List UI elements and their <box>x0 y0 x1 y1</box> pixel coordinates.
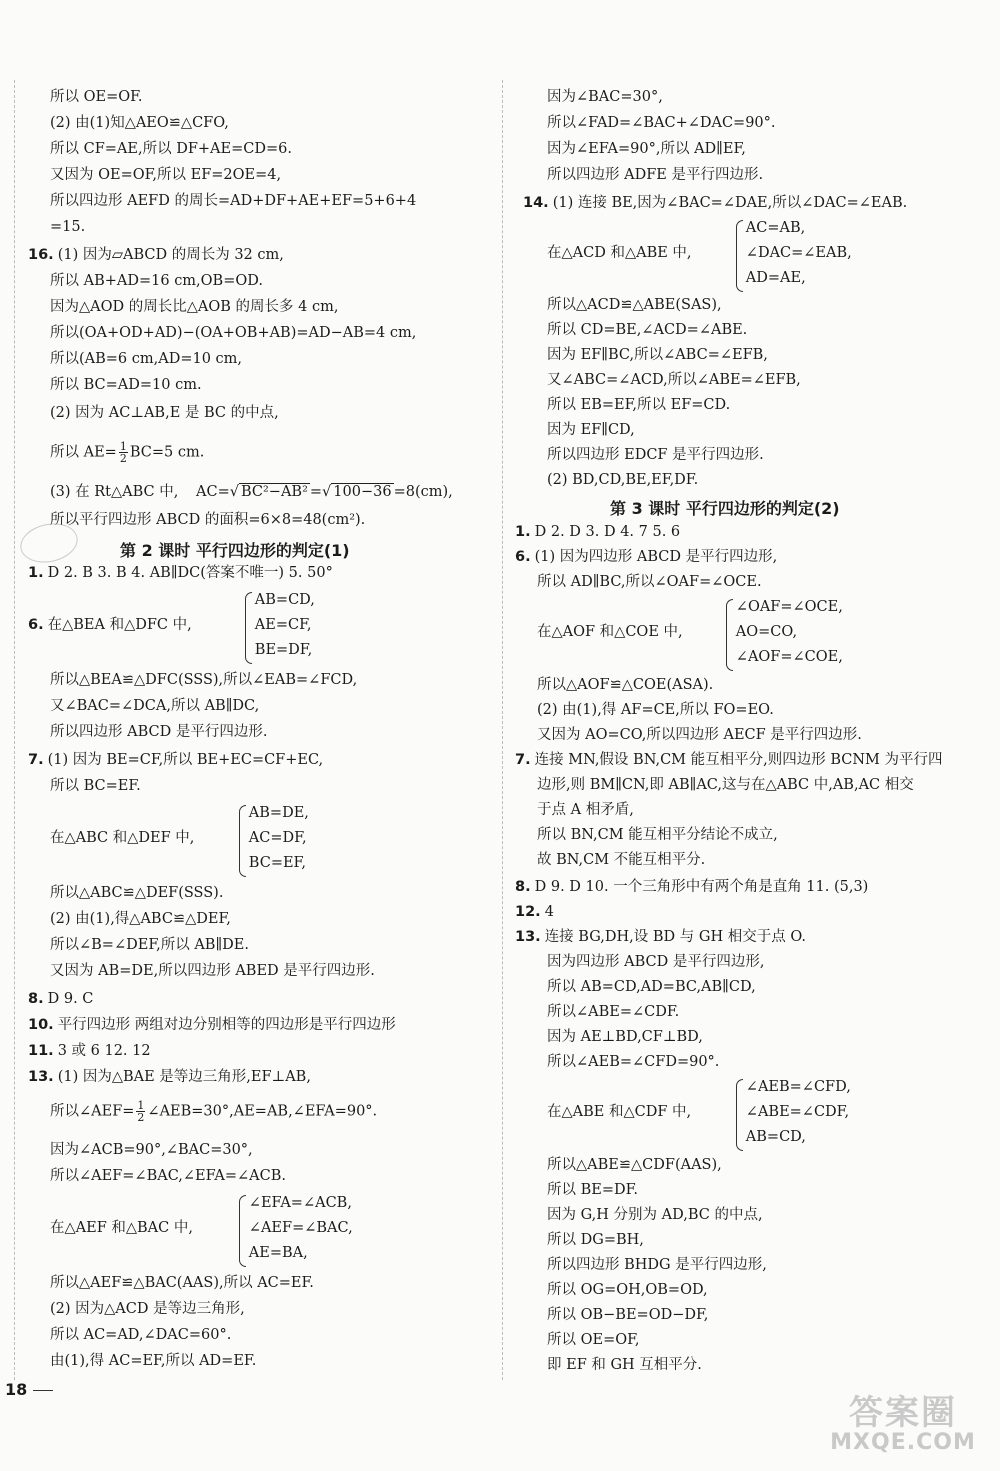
brace-condition: AC=AB, <box>745 220 806 236</box>
system-brace <box>239 1195 246 1267</box>
system-brace <box>736 220 743 292</box>
answer-line <box>28 563 333 583</box>
answer-text: 又因为 AO=CO,所以四边形 AECF 是平行四边形. <box>537 727 862 743</box>
answer-line <box>50 271 263 291</box>
watermark-url: MXQE.COM <box>830 1430 976 1455</box>
answer-text: 所以 CD=BE,∠ACD=∠ABE. <box>547 322 748 338</box>
question-number: 11. <box>28 1043 54 1059</box>
brace-condition: ∠DAC=∠EAB, <box>745 245 852 261</box>
answer-line <box>537 725 862 745</box>
answer-text: (2) BD,CD,BE,EF,DF. <box>547 472 699 488</box>
brace-label-text: 在△BEA 和△DFC 中, <box>47 617 192 633</box>
answer-text: 所以△ABE≌△CDF(AAS), <box>547 1157 722 1173</box>
answer-text: 所以∠FAD=∠BAC+∠DAC=90°. <box>547 115 776 131</box>
answer-text: 所以 BC=AD=10 cm. <box>50 377 202 393</box>
brace-condition: AE=CF, <box>254 617 312 633</box>
question-number: 13. <box>515 929 541 945</box>
answer-text: 所以 AC=AD,∠DAC=60°. <box>50 1327 232 1343</box>
section-heading-left: 第 2 课时 平行四边形的判定(1) <box>120 541 350 560</box>
answer-line <box>515 877 868 897</box>
answer-line <box>50 883 223 903</box>
answer-text: 平行四边形 两组对边分别相等的四边形是平行四边形 <box>57 1017 396 1033</box>
answer-line <box>547 1002 679 1022</box>
answer-line <box>547 1155 722 1175</box>
system-brace <box>736 1079 743 1151</box>
answer-text: 又∠ABC=∠ACD,所以∠ABE=∠EFB, <box>547 372 801 388</box>
brace-condition: ∠ABE=∠CDF, <box>745 1104 850 1120</box>
answer-text: 所以 BE=DF. <box>547 1182 639 1198</box>
answer-text: 所以 DG=BH, <box>547 1232 644 1248</box>
answer-text: 所以 OB−BE=OD−DF, <box>547 1307 709 1323</box>
answer-line <box>50 1273 314 1293</box>
answer-text: 所以 EB=EF,所以 EF=CD. <box>547 397 731 413</box>
answer-text: (3) 在 Rt△ABC 中, <box>50 484 179 500</box>
answer-line <box>50 776 141 796</box>
answer-line <box>28 1067 311 1087</box>
answer-text: D 9. D 10. 一个三角形中有两个角是直角 11. (5,3) <box>534 879 869 895</box>
system-brace <box>239 805 246 877</box>
answer-line <box>547 370 801 390</box>
answer-text: 所以四边形 AEFD 的周长=AD+DF+AE+EF=5+6+4 <box>50 193 417 209</box>
answer-text: (1) 因为△BAE 是等边三角形,EF⊥AB, <box>57 1069 311 1085</box>
answer-line <box>547 139 746 159</box>
answer-text: 因为 G,H 分别为 AD,BC 的中点, <box>547 1207 763 1223</box>
answer-text: 因为∠ACB=90°,∠BAC=30°, <box>50 1142 253 1158</box>
answer-line <box>547 345 768 365</box>
answer-text: 所以 OE=OF. <box>50 89 143 105</box>
question-number: 7. <box>515 752 531 768</box>
answer-text: 又因为 OE=OF,所以 EF=2OE=4, <box>50 167 282 183</box>
answer-text: 边形,则 BM∥CN,即 AB∥AC,这与在△ABC 中,AB,AC 相交 <box>537 777 914 793</box>
answer-text: 所以△ABC≌△DEF(SSS). <box>50 885 224 901</box>
system-brace <box>245 592 252 664</box>
left-margin-guide <box>14 80 15 1380</box>
question-number: 14. <box>523 195 549 211</box>
answer-line <box>28 245 284 265</box>
answer-text: 所以 BC=EF. <box>50 778 141 794</box>
answer-line <box>547 113 776 133</box>
brace-condition: ∠AEF=∠BAC, <box>248 1220 353 1236</box>
answer-line <box>515 902 554 922</box>
brace-label <box>547 243 692 263</box>
answer-text: 所以四边形 EDCF 是平行四边形. <box>547 447 764 463</box>
brace-condition: AC=DF, <box>248 830 307 846</box>
brace-label-text: 在△AOF 和△COE 中, <box>537 624 683 640</box>
answer-text: 连接 MN,假设 BN,CM 能互相平分,则四边形 BCNM 为平行四 <box>534 752 943 768</box>
answer-line <box>50 191 416 211</box>
answer-text: 所以 CF=AE,所以 DF+AE=CD=6. <box>50 141 292 157</box>
brace-condition: AO=CO, <box>735 624 798 640</box>
answer-text: 4 <box>544 904 554 920</box>
brace-label <box>537 622 683 642</box>
answer-line <box>547 165 763 185</box>
answer-text: 又∠BAC=∠DCA,所以 AB∥DC, <box>50 698 260 714</box>
watermark-text: 答案圈 <box>849 1393 957 1433</box>
answer-line <box>515 522 680 542</box>
answer-text: =15. <box>50 219 86 235</box>
answer-text: 所以△AOF≌△COE(ASA). <box>537 677 714 693</box>
answer-line <box>547 1330 640 1350</box>
answer-text: 所以(AB=6 cm,AD=10 cm, <box>50 351 243 367</box>
brace-condition: ∠AEB=∠CFD, <box>745 1079 851 1095</box>
answer-line <box>50 165 281 185</box>
answer-text: (2) 因为 AC⊥AB,E 是 BC 的中点, <box>50 405 279 421</box>
answer-line <box>50 1351 256 1371</box>
answer-text: (1) 因为▱ABCD 的周长为 32 cm, <box>57 247 284 263</box>
answer-line <box>547 1305 708 1325</box>
answer-text: 所以△AEF≌△BAC(AAS),所以 AC=EF. <box>50 1275 314 1291</box>
answer-text: (1) 因为 BE=CF,所以 BE+EC=CF+EC, <box>47 752 324 768</box>
answer-line <box>50 510 365 530</box>
answer-line <box>50 935 249 955</box>
q16-3-formula: AC=√ BC²−AB² =√ 100−36 =8(cm), <box>196 484 453 500</box>
answer-text: 又因为 AB=DE,所以四边形 ABED 是平行四边形. <box>50 963 375 979</box>
answer-line <box>537 700 774 720</box>
brace-label <box>50 828 194 848</box>
answer-line <box>547 1255 767 1275</box>
brace-condition: AB=CD, <box>745 1129 806 1145</box>
answer-text: 因为 EF∥CD, <box>547 422 635 438</box>
column-divider <box>502 80 503 1380</box>
q16-2-answer: 所以 AE= $\frac{1}{2}$ BC=5 cm. <box>50 440 205 465</box>
answer-text: 因为∠BAC=30°, <box>547 89 663 105</box>
brace-condition: AB=DE, <box>248 805 309 821</box>
brace-condition: AB=CD, <box>254 592 315 608</box>
answer-text: (1) 因为四边形 ABCD 是平行四边形, <box>534 549 778 565</box>
answer-text: D 9. C <box>47 991 94 1007</box>
answer-text: 所以四边形 ABCD 是平行四边形. <box>50 724 268 740</box>
brace-label <box>547 1102 691 1122</box>
answer-line <box>50 482 178 502</box>
answer-text: 故 BN,CM 不能互相平分. <box>537 852 706 868</box>
answer-line <box>547 87 663 107</box>
answer-text: 所以平行四边形 ABCD 的面积=6×8=48(cm²). <box>50 512 366 528</box>
answer-text: 所以 AD∥BC,所以∠OAF=∠OCE. <box>537 574 762 590</box>
answer-line <box>50 139 292 159</box>
answer-line <box>515 927 806 947</box>
answer-line <box>547 295 722 315</box>
answer-line <box>547 470 698 490</box>
answer-text: 由(1),得 AC=EF,所以 AD=EF. <box>50 1353 257 1369</box>
brace-condition: BE=DF, <box>254 642 313 658</box>
answer-line <box>50 1325 231 1345</box>
answer-line <box>547 1230 644 1250</box>
answer-text: (2) 由(1),得 AF=CE,所以 FO=EO. <box>537 702 774 718</box>
brace-condition: BC=EF, <box>248 855 306 871</box>
answer-text: (2) 因为△ACD 是等边三角形, <box>50 1301 245 1317</box>
question-number: 13. <box>28 1069 54 1085</box>
answer-line <box>547 1027 703 1047</box>
answer-line <box>547 445 764 465</box>
answer-line <box>50 349 242 369</box>
question-number: 6. <box>515 549 531 565</box>
answer-text: 所以四边形 ADFE 是平行四边形. <box>547 167 764 183</box>
answer-line <box>50 909 231 929</box>
answer-line <box>547 320 747 340</box>
answer-line <box>50 722 267 742</box>
answer-line <box>28 750 323 770</box>
brace-condition: ∠AOF=∠COE, <box>735 649 843 665</box>
answer-text: 于点 A 相矛盾, <box>537 802 634 818</box>
answer-text: D 2. D 3. D 4. 7 5. 6 <box>534 524 681 540</box>
answer-line <box>50 961 375 981</box>
answer-line <box>28 1015 396 1035</box>
answer-text: 所以△ACD≌△ABE(SAS), <box>547 297 722 313</box>
answer-line <box>50 1299 245 1319</box>
answer-text: (2) 由(1),得△ABC≌△DEF, <box>50 911 231 927</box>
answer-line <box>537 572 762 592</box>
answer-line <box>547 420 635 440</box>
question-number: 1. <box>515 524 531 540</box>
answer-line <box>50 1140 253 1160</box>
question-number: 16. <box>28 247 54 263</box>
answer-line <box>547 1355 702 1375</box>
answer-line <box>50 87 143 107</box>
answer-line <box>537 825 778 845</box>
brace-label-text: 在△ACD 和△ABE 中, <box>547 245 692 261</box>
answer-text: 所以∠AEB=∠CFD=90°. <box>547 1054 720 1070</box>
brace-label <box>28 615 192 635</box>
answer-text: 所以 OE=OF, <box>547 1332 640 1348</box>
answer-line <box>547 1180 638 1200</box>
answer-line <box>50 1166 286 1186</box>
answer-text: 所以 OG=OH,OB=OD, <box>547 1282 708 1298</box>
answer-line <box>547 1205 763 1225</box>
answer-text: 所以△BEA≌△DFC(SSS),所以∠EAB=∠FCD, <box>50 672 358 688</box>
answer-line <box>547 952 764 972</box>
q13-1-answer: 所以∠AEF= $\frac{1}{2}$ ∠AEB=30°,AE=AB,∠EFA=90°. <box>50 1099 378 1124</box>
answer-text: 所以∠B=∠DEF,所以 AB∥DE. <box>50 937 249 953</box>
answer-text: 所以 AB+AD=16 cm,OB=OD. <box>50 273 263 289</box>
answer-text: 因为△AOD 的周长比△AOB 的周长多 4 cm, <box>50 299 339 315</box>
brace-label <box>50 1218 193 1238</box>
question-number: 8. <box>28 991 44 1007</box>
answer-line <box>537 675 713 695</box>
answer-line <box>547 977 756 997</box>
answer-line <box>50 113 229 133</box>
answer-line <box>547 1052 719 1072</box>
answer-text: (1) 连接 BE,因为∠BAC=∠DAE,所以∠DAC=∠EAB. <box>552 195 908 211</box>
answer-line <box>537 800 634 820</box>
brace-condition: AD=AE, <box>745 270 806 286</box>
answer-text: 因为∠EFA=90°,所以 AD∥EF, <box>547 141 746 157</box>
answer-text: 所以 AB=CD,AD=BC,AB∥CD, <box>547 979 756 995</box>
answer-line <box>50 403 279 423</box>
answer-line <box>515 750 943 770</box>
answer-text: 因为 EF∥BC,所以∠ABC=∠EFB, <box>547 347 768 363</box>
answer-text: 连接 BG,DH,设 BD 与 GH 相交于点 O. <box>544 929 806 945</box>
system-brace <box>726 599 733 671</box>
section-heading-right: 第 3 课时 平行四边形的判定(2) <box>610 499 840 518</box>
answer-line <box>50 696 259 716</box>
question-number: 7. <box>28 752 44 768</box>
answer-line <box>50 375 202 395</box>
answer-line <box>547 1280 708 1300</box>
answer-text: 所以(OA+OD+AD)−(OA+OB+AB)=AD−AB=4 cm, <box>50 325 417 341</box>
watermark <box>808 1385 998 1455</box>
answer-text: (2) 由(1)知△AEO≌△CFO, <box>50 115 229 131</box>
brace-condition: AE=BA, <box>248 1245 308 1261</box>
answer-text: 因为 AE⊥BD,CF⊥BD, <box>547 1029 703 1045</box>
brace-label-text: 在△ABE 和△CDF 中, <box>547 1104 692 1120</box>
answer-text: 所以 BN,CM 能互相平分结论不成立, <box>537 827 778 843</box>
answer-line <box>515 547 777 567</box>
answer-text: 3 或 6 12. 12 <box>57 1043 151 1059</box>
answer-line <box>537 850 705 870</box>
answer-line <box>28 989 93 1009</box>
answer-text: 因为四边形 ABCD 是平行四边形, <box>547 954 765 970</box>
answer-text: D 2. B 3. B 4. AB∥DC(答案不唯一) 5. 50° <box>47 565 333 581</box>
answer-line <box>50 217 85 237</box>
answer-line <box>50 297 338 317</box>
answer-text: 所以四边形 BHDG 是平行四边形, <box>547 1257 767 1273</box>
answer-line <box>547 395 730 415</box>
answer-line <box>523 193 907 213</box>
brace-condition: ∠OAF=∠OCE, <box>735 599 843 615</box>
answer-line <box>50 670 357 690</box>
page-number: 18 <box>5 1380 53 1399</box>
answer-line <box>28 1041 151 1061</box>
answer-line <box>537 775 914 795</box>
answer-text: 所以∠AEF=∠BAC,∠EFA=∠ACB. <box>50 1168 287 1184</box>
answer-text: 即 EF 和 GH 互相平分. <box>547 1357 702 1373</box>
question-number: 12. <box>515 904 541 920</box>
brace-label-text: 在△ABC 和△DEF 中, <box>50 830 195 846</box>
question-number: 1. <box>28 565 44 581</box>
answer-line <box>50 323 416 343</box>
brace-condition: ∠EFA=∠ACB, <box>248 1195 352 1211</box>
question-number: 10. <box>28 1017 54 1033</box>
question-number: 8. <box>515 879 531 895</box>
brace-label-text: 在△AEF 和△BAC 中, <box>50 1220 193 1236</box>
answer-text: 所以∠ABE=∠CDF. <box>547 1004 680 1020</box>
question-number: 6. <box>28 617 44 633</box>
